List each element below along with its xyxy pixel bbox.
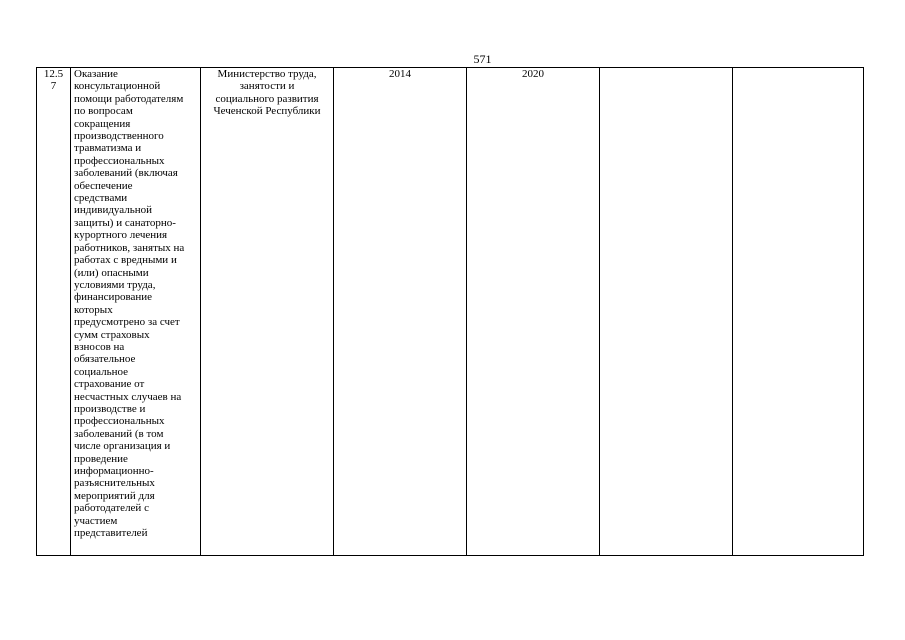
description-line: сокращения xyxy=(74,117,131,130)
description-line: которых xyxy=(74,303,113,316)
executor-line: Министерство труда, xyxy=(217,68,317,80)
description-line: работах с вредными и xyxy=(74,254,177,267)
description-line: производственного xyxy=(74,130,164,143)
description-line: защиты) и санаторно- xyxy=(74,216,176,229)
executor-cell xyxy=(201,68,334,556)
item-number-line: 12.5 xyxy=(43,68,64,80)
end-year-cell: 2020 xyxy=(467,68,600,556)
description-line: участием xyxy=(74,514,118,527)
page-number: 571 xyxy=(473,52,492,66)
description-line: информационно- xyxy=(74,465,154,477)
description-line: числе организация и xyxy=(74,440,171,453)
description-line: условиями труда, xyxy=(74,278,156,291)
description-line: средствами xyxy=(74,192,128,205)
description-line: заболеваний (в том xyxy=(74,427,164,440)
description-line: обеспечение xyxy=(74,179,133,192)
description-line: травматизма и xyxy=(74,142,142,155)
description-line: (или) опасными xyxy=(74,266,149,279)
description-line: сумм страховых xyxy=(74,328,150,341)
start-year-cell: 2014 xyxy=(334,68,467,556)
executor-line: социального развития xyxy=(215,92,319,105)
description-line: взносов на xyxy=(74,340,125,353)
description-cell xyxy=(71,68,201,556)
description-line: курортного лечения xyxy=(74,229,168,242)
description-line: представителей xyxy=(74,527,148,540)
executor-line: занятости и xyxy=(239,80,295,93)
description-line: финансирование xyxy=(74,291,153,304)
description-line: Оказание xyxy=(74,68,118,80)
description-line: профессиональных xyxy=(74,154,165,167)
description-line: социальное xyxy=(74,365,129,378)
description-line: работодателей с xyxy=(74,502,149,515)
description-line: профессиональных xyxy=(74,415,165,428)
description-line: по вопросам xyxy=(74,105,133,118)
table-row xyxy=(37,68,864,556)
description-line: заболеваний (включая xyxy=(74,167,178,180)
description-line: мероприятий для xyxy=(74,489,155,502)
description-line: работников, занятых на xyxy=(74,241,185,254)
executor-line: Чеченской Республики xyxy=(213,105,321,118)
description-line: разъяснительных xyxy=(74,477,155,490)
description-line: индивидуальной xyxy=(74,204,153,217)
empty-cell xyxy=(600,68,733,556)
description-line: помощи работодателям xyxy=(74,92,184,105)
program-table xyxy=(36,67,864,556)
description-line: несчастных случаев на xyxy=(74,390,182,403)
empty-cell xyxy=(733,68,864,556)
item-number-line: 7 xyxy=(50,80,57,93)
description-line: консультационной xyxy=(74,80,161,93)
description-line: производстве и xyxy=(74,402,146,415)
description-line: проведение xyxy=(74,452,128,465)
description-line: обязательное xyxy=(74,353,136,366)
description-line: страхование от xyxy=(74,378,145,391)
item-number-cell xyxy=(37,68,71,556)
description-line: предусмотрено за счет xyxy=(74,316,180,329)
